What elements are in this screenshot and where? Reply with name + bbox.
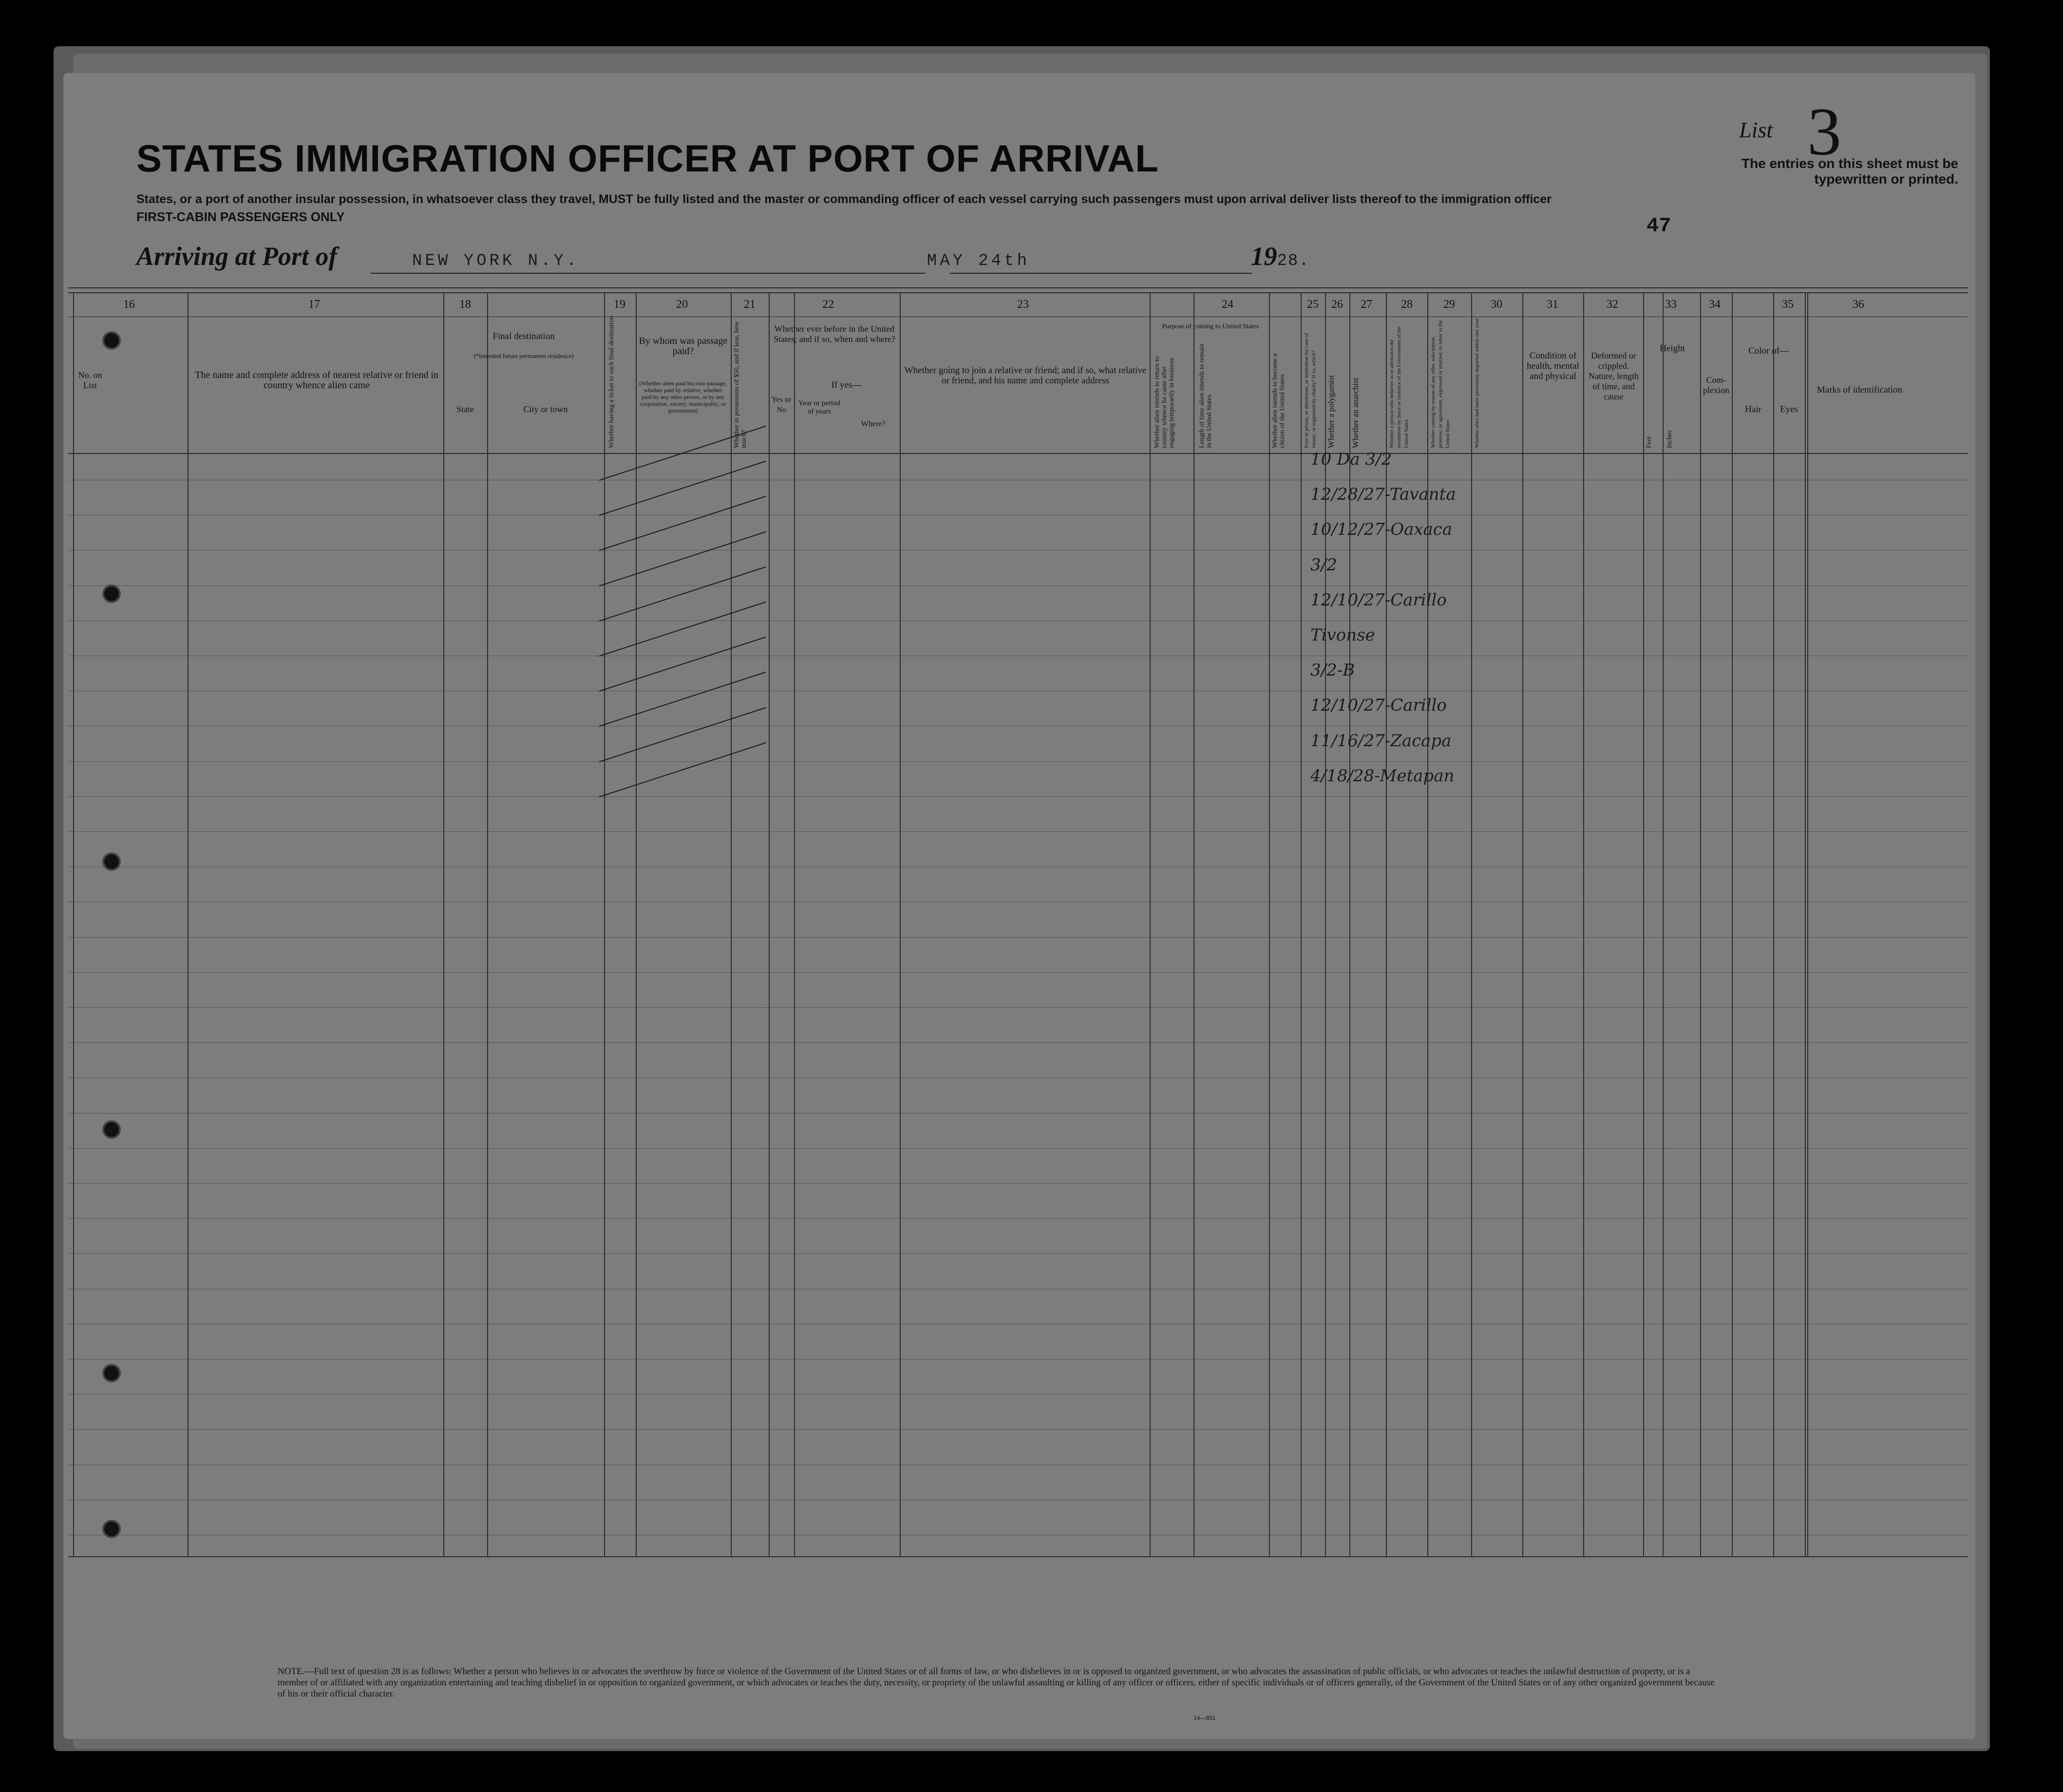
column-rule [1522, 292, 1523, 1556]
header-c22_years: Year or period of years [798, 399, 840, 415]
row-rule [68, 1042, 1968, 1043]
binder-hole [102, 585, 121, 603]
column-number: 28 [1401, 298, 1413, 311]
column-rule [1386, 292, 1387, 1556]
column-rule [443, 292, 444, 1556]
header-c19: Whether having a ticket to such final destination [608, 316, 615, 448]
check-stroke [599, 566, 766, 622]
column-rule [1269, 292, 1270, 1556]
column-number: 33 [1665, 298, 1677, 311]
row-rule [68, 1394, 1968, 1395]
header-c22_ifyes: If yes— [831, 380, 862, 390]
check-stroke [599, 742, 766, 797]
passenger-class-line: FIRST-CABIN PASSENGERS ONLY [136, 209, 345, 224]
row-rule [68, 1218, 1968, 1219]
row-rule [68, 1007, 1968, 1008]
column-number: 19 [614, 298, 625, 311]
header-c24a: Whether alien intends to return to country whence he came after engaging temporarily in business [1154, 356, 1175, 448]
column-rule [1150, 292, 1151, 1556]
row-rule [68, 831, 1968, 832]
header-c26: Whether a polygamist [1326, 375, 1336, 448]
column-number: 21 [744, 298, 756, 311]
row-rule [68, 1429, 1968, 1430]
handwritten-note: 10/12/27-Oaxaca [1310, 520, 1453, 539]
header-c16: No. on List [78, 370, 102, 390]
column-number: 18 [459, 298, 471, 311]
column-rule [1471, 292, 1472, 1556]
header-c20_note: (Whether alien paid his own passage, whether paid by relative, whether paid by any other person, or by any corporation, society, municipality, or government) [639, 380, 727, 414]
header-c17: The name and complete address of nearest relative or friend in country whence alien came [195, 370, 438, 391]
column-rule [769, 292, 770, 1556]
row-rule [68, 1148, 1968, 1149]
footnote: NOTE.—Full text of question 28 is as follows: Whether a person who believes in or advocates the overthrow by force or violence of the Government of the United States or of all forms of law, or who disbelieves in or is opposed to organized government, or who advocates the assassination of public officials, or who advocates or teaches the unlawful destruction of property, or is a member of or affiliated with any organization entertaining and teaching disbelief in or opposition to organized government, or which advocates or teaches the duty, necessity, or propriety of the unlawful assaulting or killing of any officer or officers, either of specific individuals or of officers generally, of the Government of the United States or of any other organized government because of his or their official character. [278, 1666, 1715, 1699]
sheet-number: 47 [1647, 214, 1671, 238]
instructions-line: States, or a port of another insular possession, in whatsoever class they travel, MUST be fully listed and the master or commanding officer of each vessel carrying such passengers must upon arrival deliver lists thereof to the immigration officer [136, 192, 1552, 206]
manifest-page [63, 73, 1975, 1739]
row-rule [68, 972, 1968, 973]
check-stroke [599, 672, 766, 727]
header-c18_city: City or town [523, 404, 568, 414]
header-rule [68, 453, 1968, 454]
column-rule [73, 292, 74, 1556]
column-rule [1643, 292, 1644, 1556]
header-c30: Whether alien had been previously deported within one year [1474, 319, 1480, 448]
header-rule [68, 292, 1968, 293]
column-number: 32 [1607, 298, 1618, 311]
column-rule [1193, 292, 1194, 1556]
column-rule [1805, 292, 1806, 1556]
header-c27: Whether an anarchist [1351, 377, 1360, 448]
row-rule [68, 1077, 1968, 1078]
year-prefix: 19 [1250, 242, 1277, 271]
arriving-label: Arriving at Port of [136, 242, 338, 271]
binder-hole [102, 331, 121, 350]
header-c22_where: Where? [861, 420, 886, 428]
row-rule [68, 1253, 1968, 1254]
arriving-line [136, 241, 1310, 271]
column-rule [731, 292, 732, 1556]
handwritten-note: 11/16/27-Zacapa [1310, 731, 1452, 751]
header-c31: Condition of health, mental and physical [1527, 351, 1579, 381]
column-rule [188, 292, 189, 1556]
handwritten-note: 12/10/27-Carillo [1310, 590, 1447, 610]
column-rule [1301, 292, 1302, 1556]
column-number: 22 [822, 298, 834, 311]
column-rule [636, 292, 637, 1556]
column-rule [1325, 292, 1326, 1556]
column-rule [1663, 292, 1664, 1556]
column-number: 27 [1361, 298, 1372, 311]
header-c36: Marks of identification [1817, 385, 1903, 395]
column-number: 29 [1443, 298, 1455, 311]
header-c18_state: State [456, 404, 474, 414]
row-rule [68, 937, 1968, 938]
column-number: 35 [1782, 298, 1794, 311]
list-label: List [1739, 117, 1773, 142]
header-c24: Purpose of coming to United States [1162, 323, 1259, 330]
column-number: 31 [1547, 298, 1558, 311]
handwritten-note: 12/10/27-Carillo [1310, 696, 1447, 715]
header-c33_feet: Feet [1646, 436, 1653, 448]
typewritten-notice: The entries on this sheet must be typewritten or printed. [1741, 156, 1958, 187]
row-rule [68, 796, 1968, 797]
page-title: STATES IMMIGRATION OFFICER AT PORT OF ARRIVAL [136, 137, 1159, 180]
column-number: 17 [308, 298, 320, 311]
column-rule [1427, 292, 1428, 1556]
binder-hole [102, 1364, 121, 1382]
column-rule [487, 292, 488, 1556]
handwritten-note: 10 Da 3/2 [1310, 450, 1392, 469]
row-rule [68, 761, 1968, 762]
form-number: 14—831 [1193, 1715, 1216, 1721]
column-number: 36 [1853, 298, 1864, 311]
handwritten-note: 3/2-B [1310, 660, 1355, 680]
column-rule [604, 292, 605, 1556]
binder-hole [102, 852, 121, 871]
header-c24b: Length of time alien intends to remain in the United States [1198, 343, 1213, 448]
column-number: 24 [1222, 298, 1233, 311]
handwritten-note: 3/2 [1310, 555, 1337, 575]
column-rule [1807, 292, 1808, 1556]
check-stroke [599, 637, 766, 692]
header-rule [68, 287, 1968, 288]
binder-hole [102, 1520, 121, 1538]
header-c18_note: (*Intended future permanent residence) [473, 352, 574, 359]
row-rule [68, 1183, 1968, 1184]
header-c22_yesno: Yes or No [771, 396, 792, 414]
check-stroke [599, 602, 766, 657]
header-c35: Color of— [1748, 346, 1789, 356]
header-c35_eyes: Eyes [1780, 404, 1798, 415]
header-c22: Whether ever before in the United States; and if so, when and where? [774, 324, 895, 344]
column-rule [900, 292, 901, 1556]
handwritten-note: Tivonse [1310, 625, 1375, 645]
header-c29: Whether coming by reason of any offer, solicitation, promise, or agreement, expressed or implied, to labor in the United States [1430, 320, 1451, 448]
header-c35_hair: Hair [1745, 404, 1761, 415]
header-c34: Com-plexion [1703, 375, 1729, 395]
date-rule [950, 273, 1252, 274]
year-suffix: 28. [1277, 252, 1310, 270]
handwritten-note: 12/28/27-Tavanta [1310, 485, 1456, 504]
header-c28: Whether a person who believes in or advocates the overthrow by force or violence of the Government of the United States [1389, 326, 1409, 448]
check-stroke [599, 496, 766, 551]
column-rule [794, 292, 795, 1556]
column-number: 25 [1307, 298, 1319, 311]
header-c33_inches: Inches [1666, 430, 1673, 448]
column-rule [1349, 292, 1350, 1556]
header-c33: Height [1660, 343, 1685, 354]
header-c24c: Whether alien intends to become a citizen of the United States [1271, 354, 1286, 448]
port-rule [370, 273, 926, 274]
binder-hole [102, 1120, 121, 1139]
header-c25: Ever in prison, or almshouse, or institution for care of insane, or supported by charity? If so, which? [1304, 333, 1317, 448]
handwritten-note: 4/18/28-Metapan [1310, 766, 1455, 786]
column-rule [1583, 292, 1584, 1556]
check-stroke [599, 461, 766, 516]
column-rule [1773, 292, 1774, 1556]
header-c20: By whom was passage paid? [639, 336, 728, 357]
column-rule [1732, 292, 1733, 1556]
header-c18: Final destination [492, 331, 555, 341]
bottom-rule [68, 1556, 1968, 1557]
port-value: NEW YORK N.Y. [412, 252, 580, 270]
column-number: 34 [1709, 298, 1721, 311]
column-number: 16 [123, 298, 135, 311]
column-number: 30 [1491, 298, 1502, 311]
column-number: 26 [1331, 298, 1343, 311]
column-number: 23 [1017, 298, 1029, 311]
row-rule [68, 585, 1968, 586]
column-number: 20 [676, 298, 688, 311]
list-number: 3 [1807, 94, 1841, 170]
date-value: MAY 24th [927, 252, 1030, 270]
column-rule [1700, 292, 1701, 1556]
check-stroke [599, 707, 766, 762]
check-stroke [599, 531, 766, 586]
header-c32: Deformed or crippled. Nature, length of time, and cause [1589, 351, 1639, 401]
header-c21: Whether in possession of $50, and if less, how much? [733, 321, 748, 448]
header-c23: Whether going to join a relative or friend; and if so, what relative or friend, and his name and complete address [904, 365, 1147, 386]
